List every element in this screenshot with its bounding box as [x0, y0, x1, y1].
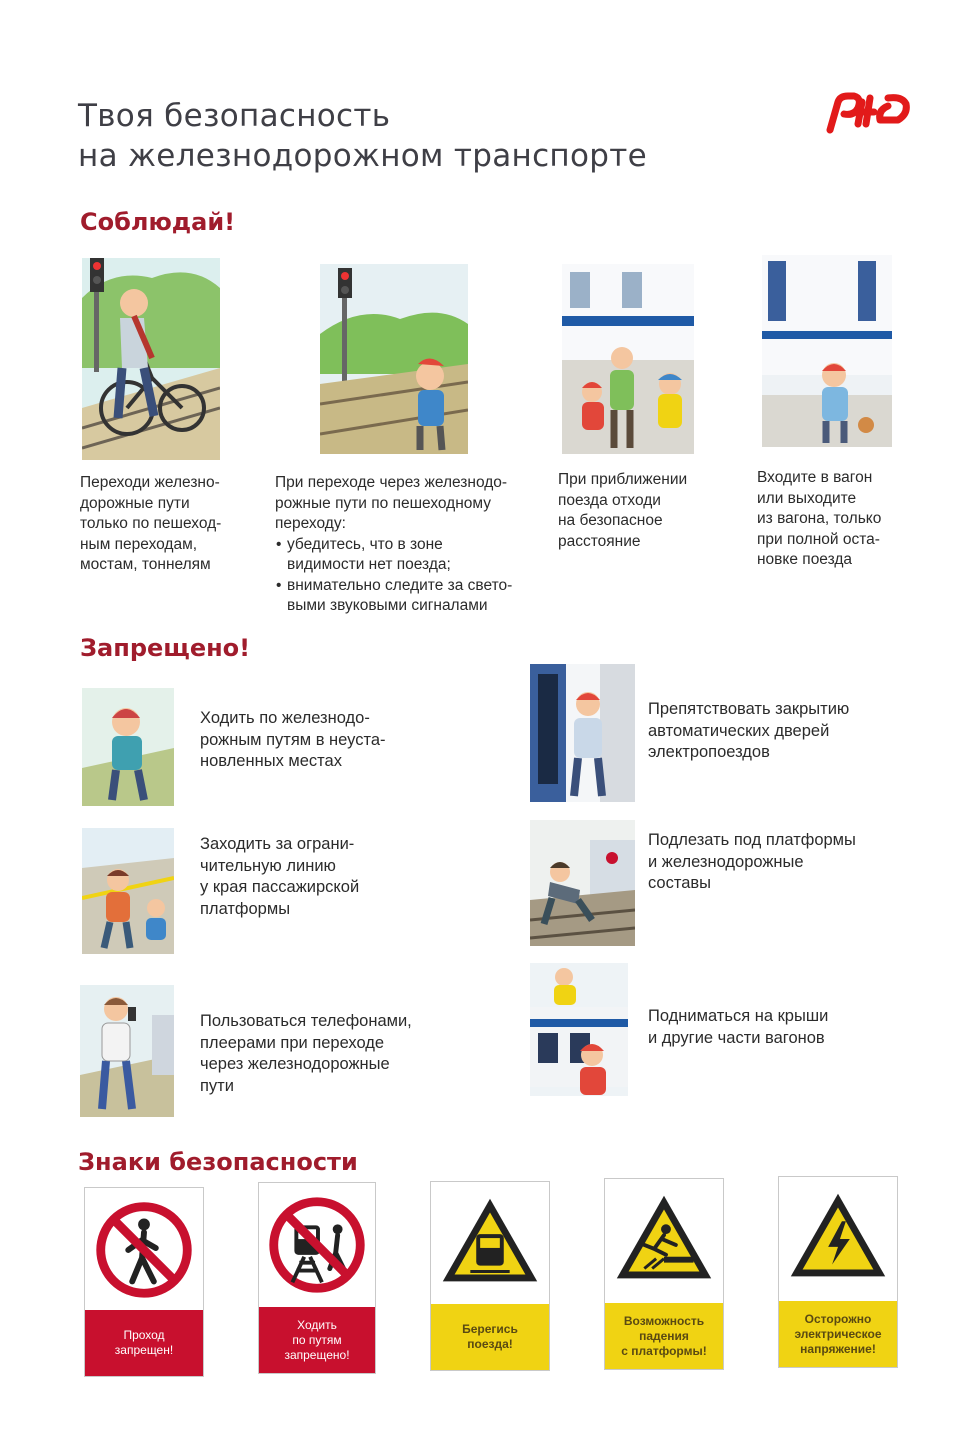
forbidden-text-3: Заходить за ограни- чительную линию у края пассажирской платформы	[200, 835, 360, 918]
bullet-item: • внимательно следите за свето- выми звуковыми сигналами	[287, 576, 550, 617]
page-title	[78, 96, 758, 176]
sign-no-walking-tracks	[258, 1182, 376, 1374]
no-track-walking-icon	[259, 1183, 375, 1306]
warning-train-icon	[431, 1182, 549, 1305]
illustration-cyclist	[82, 258, 220, 460]
illustration-train-stop	[762, 255, 892, 447]
observe-caption-2-bullets	[275, 535, 550, 617]
phone-crossing-illustration-icon	[80, 985, 174, 1117]
walk-tracks-illustration-icon	[82, 688, 174, 806]
platform-distance-illustration-icon	[562, 264, 694, 454]
warning-electric-icon	[779, 1177, 897, 1300]
section-forbidden-heading: Запрещено!	[80, 634, 251, 662]
platform-edge-illustration-icon	[82, 828, 174, 954]
warning-fall-icon	[605, 1179, 723, 1302]
illustration-phone-crossing	[80, 985, 174, 1117]
observe-caption-4: Входите в вагон или выходите из вагона, только при полной оста- новке поезда	[757, 469, 882, 568]
illustration-train-roof	[530, 963, 628, 1096]
sign-fall-platform	[604, 1178, 724, 1370]
title-line-2: на железнодорожном транспорте	[78, 138, 647, 174]
illustration-platform-edge	[82, 828, 174, 954]
observe-caption-2: При переходе через железнодо- рожные пути по пешеходному переходу: • убедитесь, что в зоне видимости нет поезда; • внимательно следите за свето- выми звуковыми сигналами	[275, 473, 550, 617]
cyclist-illustration-icon	[82, 258, 220, 460]
sign-no-walking-tracks-label: Ходить по путям запрещено!	[259, 1307, 375, 1373]
sign-no-passage-label: Проход запрещен!	[85, 1310, 203, 1376]
forbidden-text-2: Препятствовать закрытию автоматических дверей электропоездов	[648, 700, 850, 761]
train-roof-illustration-icon	[530, 963, 628, 1096]
sign-electric-voltage	[778, 1176, 898, 1368]
no-pedestrian-icon	[85, 1188, 203, 1311]
illustration-walk-tracks	[82, 688, 174, 806]
forbidden-text-6: Подниматься на крыши и другие части вагонов	[648, 1007, 829, 1047]
sign-fall-platform-label: Возможность падения с платформы!	[605, 1303, 723, 1369]
train-doors-illustration-icon	[530, 664, 635, 802]
crossing-illustration-icon	[320, 264, 468, 454]
section-signs-heading: Знаки безопасности	[78, 1148, 358, 1176]
sign-beware-train	[430, 1181, 550, 1371]
train-stop-illustration-icon	[762, 255, 892, 447]
section-observe-heading: Соблюдай!	[80, 208, 236, 236]
sign-electric-voltage-label: Осторожно электрическое напряжение!	[779, 1301, 897, 1367]
bullet-item: • убедитесь, что в зоне видимости нет поезда;	[287, 535, 550, 576]
title-line-1: Твоя безопасность	[78, 98, 391, 134]
observe-caption-1: Переходи железно- дорожные пути только по пешеход- ным переходам, мостам, тоннелям	[80, 474, 222, 573]
forbidden-text-5: Пользоваться телефонами, плеерами при переходе через железнодорожные пути	[200, 1012, 412, 1095]
sign-beware-train-label: Берегись поезда!	[431, 1304, 549, 1370]
sign-no-passage	[84, 1187, 204, 1377]
illustration-platform-distance	[562, 264, 694, 454]
illustration-train-doors	[530, 664, 635, 802]
forbidden-text-1: Ходить по железнодо- рожным путям в неуста- новленных местах	[200, 709, 386, 770]
observe-caption-3: При приближении поезда отходи на безопасное расстояние	[558, 471, 688, 550]
illustration-under-platform	[530, 820, 635, 946]
rzd-logo	[822, 86, 914, 136]
forbidden-text-4: Подлезать под платформы и железнодорожные составы	[648, 831, 856, 892]
rzd-logo-icon	[822, 86, 914, 136]
under-platform-illustration-icon	[530, 820, 635, 946]
illustration-crossing	[320, 264, 468, 454]
